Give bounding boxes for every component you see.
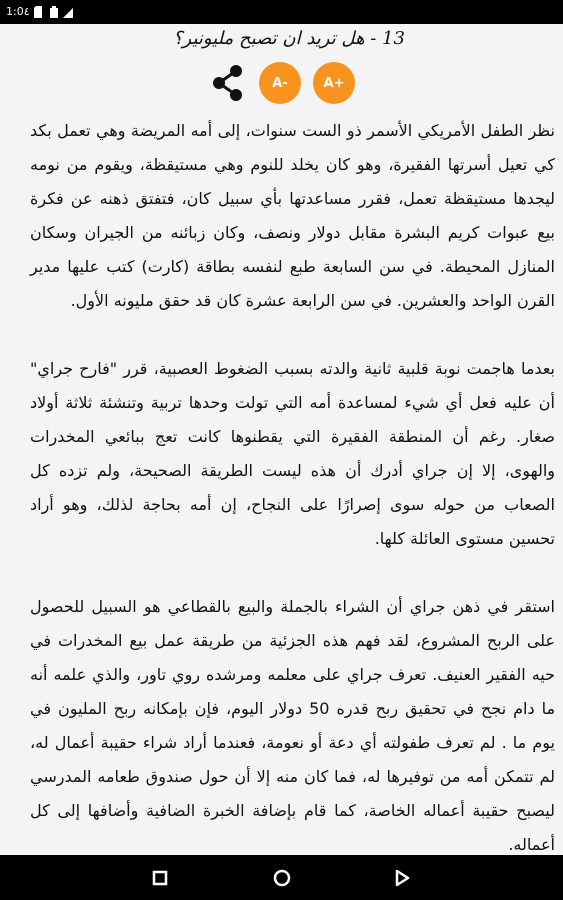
page-title: 13 - هل تريد ان تصبح مليونير؟	[173, 28, 405, 49]
back-triangle-icon[interactable]	[390, 866, 414, 890]
article-paragraph: استقر في ذهن جراي أن الشراء بالجملة والبيع بالقطاعي هو السبيل للحصول على الربح المشروع، لقد فهم هذه الجزئية من طريقة عمل بيع المخدرات في حيه الفقير العنيف. تعرف جراي على معلمه ومرشده روي تاور، والذي علمه أنه ما دام نجح في تحقيق ربح قدره 50 دولار اليوم، فإن بإمكانه ربح المليون في يوم ما . لم تعرف طفولته أي دعة أو نعومة، فعندما أراد شراء حقيبة أعمال له، لم تتمكن أمه من توفيرها له، فما كان منه إلا أن حول صندوق طعامه المدرسي ليصبح حقيبة أعماله الخاصة، كما قام بإضافة الخبرة الضافية وأضافها إلى كل أعماله.	[30, 597, 556, 854]
no-signal-icon	[63, 6, 73, 18]
share-icon[interactable]	[207, 62, 247, 104]
battery-icon	[49, 6, 59, 18]
status-bar	[0, 0, 563, 24]
recents-square-icon[interactable]	[148, 866, 172, 890]
font-decrease-button[interactable]: A-	[259, 62, 301, 104]
article-paragraph: نظر الطفل الأمريكي الأسمر ذو الست سنوات، إلى أمه المريضة وهي تعمل بكد كي تعيل أسرتها الفقيرة، وهو كان يخلد للنوم وهي مستيقظة، ويقوم من نومه ليجدها مستيقظة تعمل، فقرر مساعدتها بأي سبيل كان، فتفتق ذهنه عن فكرة بيع عبوات كريم البشرة مقابل دولار ونصف، وكان زبائنه من الجيران وسكان المنازل المحيطة. في سن السابعة طبع لنفسه بطاقة (كارت) كتب عليها مدير القرن الواحد والعشرين. في سن الرابعة عشرة كان قد حقق مليونه الأول.	[30, 121, 555, 310]
sim-card-icon	[34, 6, 44, 18]
status-clock: 1:0٤	[6, 5, 30, 18]
article-body	[30, 114, 555, 896]
reader-toolbar	[0, 62, 563, 104]
system-nav-bar	[0, 855, 563, 900]
article-paragraph: بعدما هاجمت نوبة قلبية ثانية والدته بسبب الضغوط العصبية، قرر "فارح جراي" أن عليه فعل أي شيء لمساعدة أمه التي تولت وحدها تربية وتنشئة ثلاثة أولاد صغار. رغم أن المنطقة الفقيرة التي يقطنوها كانت تعج ببائعي المخدرات والهوى، إلا إن جراي أدرك أن هذه ليست الطريقة الصحيحة، ولم تزده كل الصعاب من حوله سوى إصرارًا على النجاح، إن أمه بحاجة لذلك، وهو أراد تحسين مستوى العائلة كلها.	[30, 359, 555, 548]
font-increase-button[interactable]: A+	[313, 62, 355, 104]
home-circle-icon[interactable]	[270, 866, 294, 890]
